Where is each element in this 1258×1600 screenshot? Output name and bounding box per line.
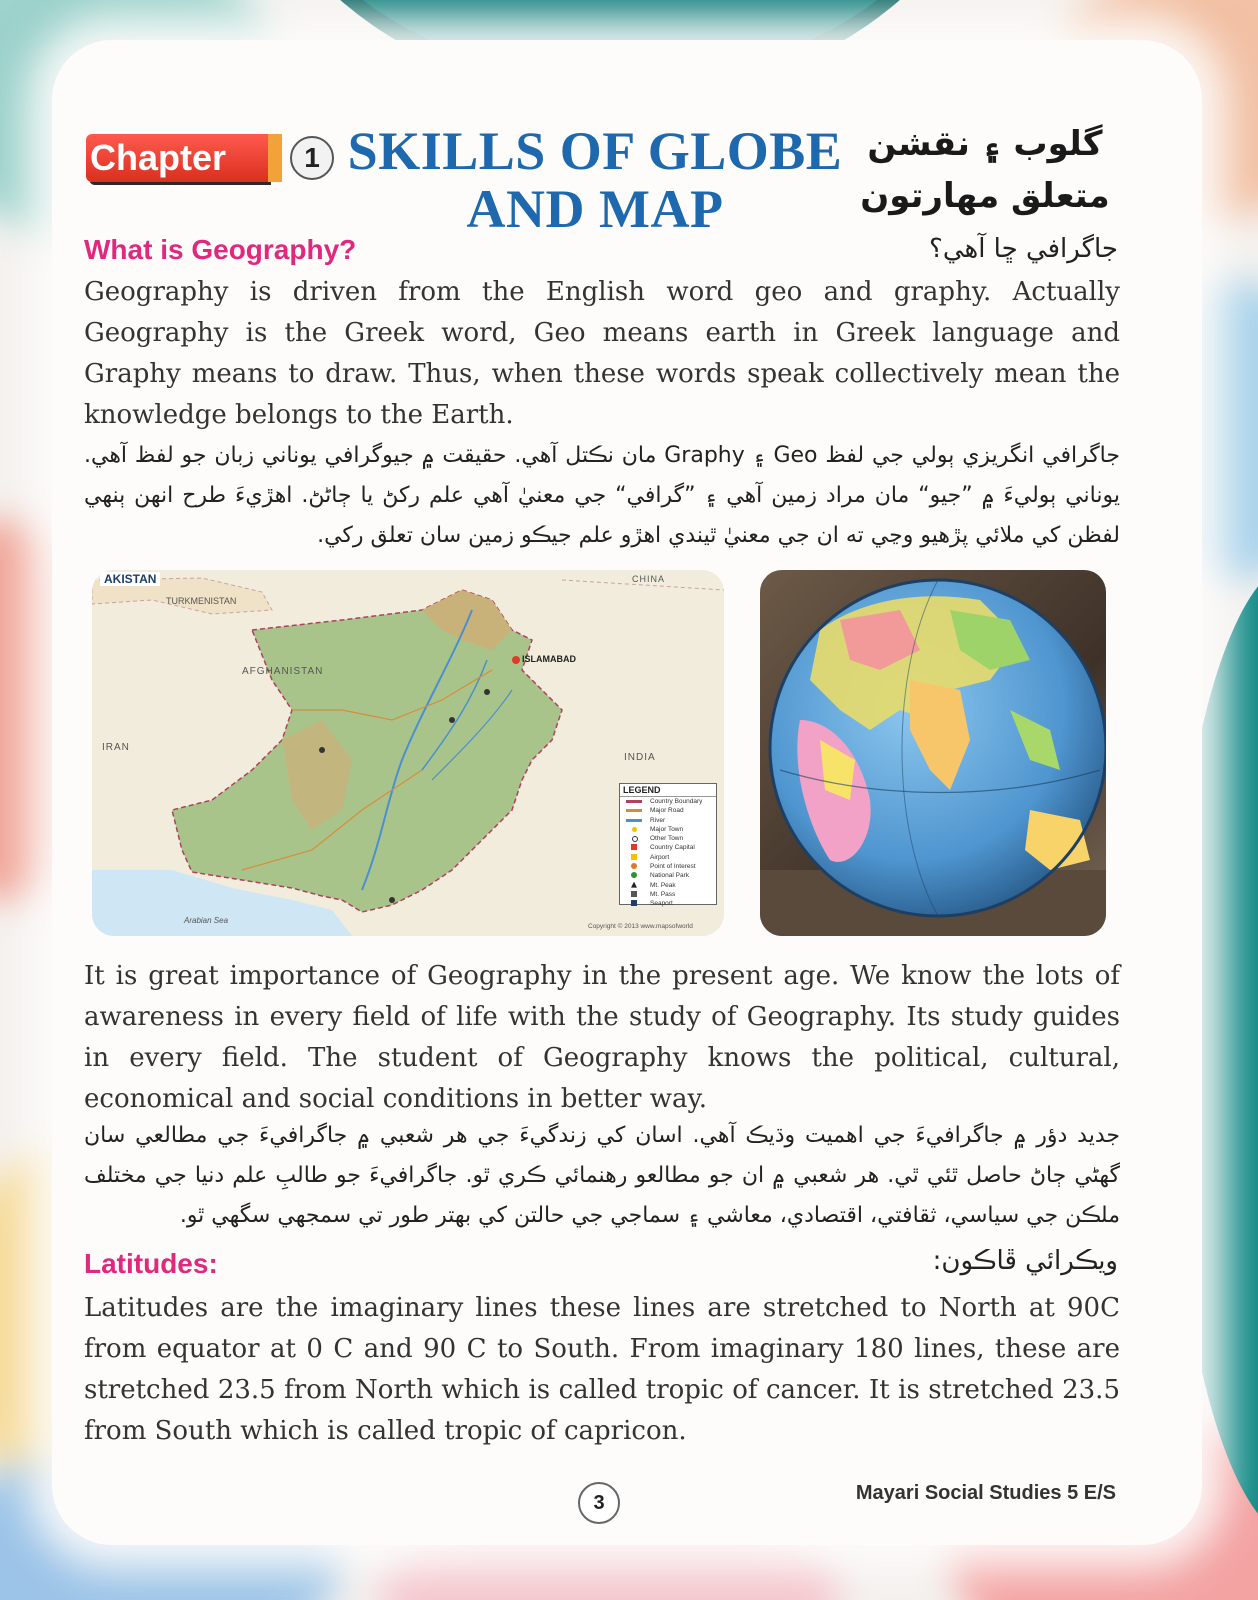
legend-item: River [620, 816, 716, 825]
book-title: Mayari Social Studies 5 E/S [855, 1482, 1116, 1504]
map-label-arabian-sea: Arabian Sea [184, 916, 229, 925]
heading-latitudes: Latitudes: [84, 1248, 218, 1279]
heading-latitudes-sindhi: ويڪرائي ڦاڪون: [932, 1246, 1118, 1276]
legend-item: Airport [620, 853, 716, 862]
heading-what-is-geography-sindhi: جاگرافي ڇا آهي؟ [929, 234, 1118, 264]
map-label-pakistan: AKISTAN [100, 572, 160, 586]
legend-item: Other Town [620, 834, 716, 843]
map-label-islamabad: ISLAMABAD [522, 654, 576, 664]
legend-item: Mt. Pass [620, 890, 716, 899]
paragraph-geography-definition: Geography is driven from the English word geo and graphy. Actually Geography is the Greek word, Geo means earth in Greek language and Graphy means to draw. Thus, when these words speak collectively mean the knowledge belongs to the Earth. [84, 277, 1120, 430]
chapter-number: 1 [290, 136, 334, 180]
chapter-title-sindhi: گلوب ۽ نقشن متعلق مهارتون [860, 124, 1110, 216]
globe-photo [760, 570, 1106, 936]
paragraph-geography-definition-sindhi: جاگرافي انگريزي ٻولي جي لفظ Geo ۽ Graphy مان نڪتل آهي. حقيقت ۾ جيوگرافي يوناني زبان جو لفظ آهي. يوناني ٻوليءَ ۾ ”جيو“ مان مراد زمين آهي ۽ ”گرافي“ جي معنيٰ آهي علم رکڻ يا ڄاڻڻ. اهڙيءَ طرح انهن ٻنهي لفظن کي ملائي پڙهيو وڃي ته ان جي معنيٰ ٿيندي اهڙو علم جيڪو زمين سان تعلق رکي. [84, 443, 1120, 548]
map-label-india: INDIA [624, 752, 656, 763]
pakistan-map [92, 570, 724, 936]
legend-item: Point of Interest [620, 862, 716, 871]
map-label-iran: IRAN [102, 742, 130, 753]
legend-item: Country Boundary [620, 797, 716, 806]
map-label-afghanistan: AFGHANISTAN [242, 666, 324, 677]
heading-what-is-geography: What is Geography? [84, 234, 357, 265]
legend-item: National Park [620, 871, 716, 880]
legend-item: Major Town [620, 825, 716, 834]
paragraph-geography-importance: It is great importance of Geography in the present age. We know the lots of awareness in every field of life with the study of Geography. Its study guides in every field. The student of Geography knows the political, cultural, economical and social conditions in better way. [84, 961, 1120, 1114]
legend-item: Mt. Peak [620, 881, 716, 890]
legend-title: LEGEND [620, 784, 716, 797]
map-legend [619, 783, 717, 908]
map-label-china: CHINA [632, 574, 666, 584]
legend-item: Country Capital [620, 843, 716, 852]
page-number: 3 [578, 1482, 620, 1524]
paragraph-latitudes: Latitudes are the imaginary lines these lines are stretched to North at 90C from equator at 0 C and 90 C to South. From imaginary 180 lines, these are stretched 23.5 from North which is called tropic of cancer. It is stretched 23.5 from South which is called tropic of capricon. [84, 1293, 1120, 1446]
paragraph-geography-importance-sindhi: جديد دؤر ۾ جاگرافيءَ جي اهميت وڌيڪ آهي. اسان کي زندگيءَ جي هر شعبي ۾ جاگرافيءَ جي مطالعي سان گهڻي ڄاڻ حاصل ٿئي ٿي. هر شعبي ۾ ان جو مطالعو رهنمائي ڪري ٿو. جاگرافيءَ جو طالبِ علم دنيا جي مختلف ملڪن جي سياسي، ثقافتي، اقتصادي، معاشي ۽ سماجي جي حالتن کي بهتر طور تي سمجهي سگهي ٿو. [84, 1123, 1120, 1228]
map-copyright: Copyright © 2013 www.mapsofworld [588, 923, 693, 930]
chapter-title-english: SKILLS OF GLOBE AND MAP [347, 121, 843, 239]
chapter-tag: Chapter [86, 134, 268, 182]
map-label-turkmenistan: TURKMENISTAN [166, 596, 237, 606]
legend-item: Seaport [620, 899, 716, 908]
legend-item: Major Road [620, 806, 716, 815]
